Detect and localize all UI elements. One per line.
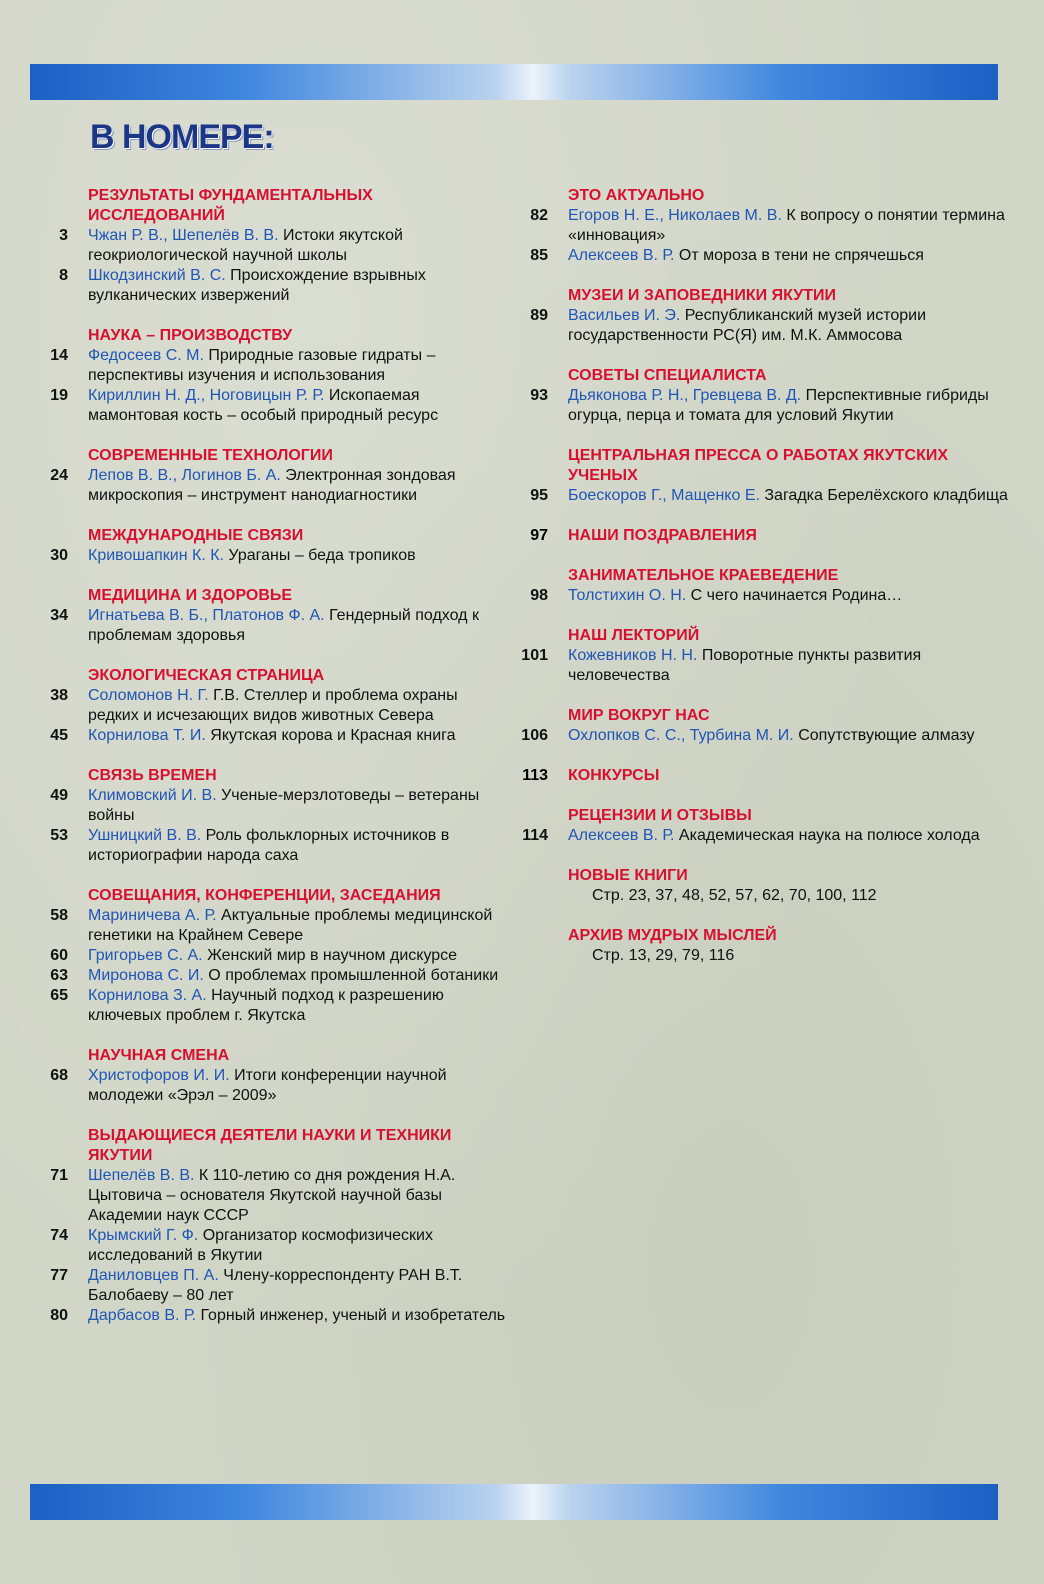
entry-author: Егоров Н. Е., Николаев М. В. <box>568 207 782 224</box>
page-number: 14 <box>50 347 68 364</box>
page-number: 77 <box>50 1267 68 1284</box>
entry-title: Академическая наука на полюсе холода <box>674 827 980 844</box>
toc-section <box>40 766 510 866</box>
entry-title: Гендерный подход к проблемам здоровья <box>88 607 479 644</box>
toc-entry[interactable] <box>40 266 510 306</box>
toc-entry[interactable] <box>40 1066 510 1106</box>
toc-section <box>520 806 1010 846</box>
page-number: 82 <box>530 207 548 224</box>
page-number: 53 <box>50 827 68 844</box>
section-heading: РЕЗУЛЬТАТЫ ФУНДАМЕНТАЛЬНЫХ ИССЛЕДОВАНИЙ <box>88 187 373 224</box>
entry-title: Актуальные проблемы медицинской генетики на Крайнем Севере <box>88 907 493 944</box>
toc-section <box>520 446 1010 506</box>
toc-entry[interactable] <box>40 686 510 726</box>
entry-text <box>88 906 510 946</box>
entry-author: Ушницкий В. В. <box>88 827 202 844</box>
toc-section <box>40 886 510 1026</box>
entry-text <box>88 466 510 506</box>
toc-section <box>520 626 1010 686</box>
toc-entry[interactable] <box>40 346 510 386</box>
entry-title: Ураганы – беда тропиков <box>223 547 416 564</box>
toc-entry[interactable] <box>520 646 1010 686</box>
entry-title: Загадка Берелёхского кладбища <box>759 487 1008 504</box>
entry-text <box>88 986 510 1026</box>
entry-text <box>88 1266 510 1306</box>
page-number: 38 <box>50 687 68 704</box>
entry-author: Чжан Р. В., Шепелёв В. В. <box>88 227 279 244</box>
page-number: 65 <box>50 987 68 1004</box>
entry-title: Члену-корреспонденту РАН В.Т. Балобаеву – 80 лет <box>88 1267 463 1304</box>
entry-author: Климовский И. В. <box>88 787 217 804</box>
page-number: 97 <box>530 527 548 544</box>
toc-section <box>520 286 1010 346</box>
toc-section <box>40 1126 510 1326</box>
entry-author: Лепов В. В., Логинов Б. А. <box>88 467 281 484</box>
entry-title: Г.В. Стеллер и проблема охраны редких и исчезающих видов животных Севера <box>88 687 458 724</box>
section-heading: НАШ ЛЕКТОРИЙ <box>568 627 700 644</box>
section-heading: АРХИВ МУДРЫХ МЫСЛЕЙ <box>568 927 777 944</box>
entry-title: Перспективные гибриды огурца, перца и томата для условий Якутии <box>568 387 989 424</box>
toc-entry[interactable] <box>40 1166 510 1226</box>
entry-author: Алексеев В. Р. <box>568 247 675 264</box>
page-number: 58 <box>50 907 68 924</box>
page-number: 101 <box>521 647 548 664</box>
entry-text <box>88 266 510 306</box>
toc-section <box>40 1046 510 1106</box>
page-number: 63 <box>50 967 68 984</box>
entry-title: Организатор космофизических исследований в Якутии <box>88 1227 433 1264</box>
toc-section <box>520 186 1010 266</box>
page-number: 93 <box>530 387 548 404</box>
toc-section <box>40 666 510 746</box>
entry-title: Итоги конференции научной молодежи «Эрэл – 2009» <box>88 1067 447 1104</box>
section-heading-row <box>520 526 1010 546</box>
entry-title: Истоки якутской геокриологической научной школы <box>88 227 403 264</box>
entry-text <box>88 686 510 726</box>
entry-text <box>88 346 510 386</box>
entry-title: Горный инженер, ученый и изобретатель <box>196 1307 506 1324</box>
toc-entry[interactable] <box>520 306 1010 346</box>
toc-section <box>40 446 510 506</box>
toc-entry[interactable] <box>40 906 510 946</box>
toc-section <box>40 186 510 306</box>
entry-author: Дьяконова Р. Н., Гревцева В. Д. <box>568 387 802 404</box>
page-references: Стр. 23, 37, 48, 52, 57, 62, 70, 100, 112 <box>592 887 877 904</box>
toc-section <box>520 526 1010 546</box>
entry-author: Алексеев В. Р. <box>568 827 675 844</box>
section-heading: СОВРЕМЕННЫЕ ТЕХНОЛОГИИ <box>88 447 333 464</box>
entry-title: Ископаемая мамонтовая кость – особый природный ресурс <box>88 387 439 424</box>
entry-text <box>88 1226 510 1266</box>
toc-entry[interactable] <box>520 726 1010 746</box>
entry-title: О проблемах промышленной ботаники <box>203 967 499 984</box>
entry-author: Кожевников Н. Н. <box>568 647 698 664</box>
page-number: 71 <box>50 1167 68 1184</box>
page-number: 8 <box>59 267 68 284</box>
entry-text <box>88 226 510 266</box>
toc-section <box>520 366 1010 426</box>
page-title: В НОМЕРЕ: <box>90 118 274 156</box>
toc-section <box>520 866 1010 906</box>
toc-entry[interactable] <box>520 246 1010 266</box>
toc-entry[interactable] <box>520 586 1010 606</box>
entry-author: Кривошапкин К. К. <box>88 547 224 564</box>
entry-text <box>568 386 1010 426</box>
page-number: 114 <box>522 827 548 844</box>
entry-text <box>568 206 1010 246</box>
toc-section <box>520 926 1010 966</box>
entry-title: Ученые-мерзлотоведы – ветераны войны <box>88 787 480 824</box>
toc-section <box>520 706 1010 746</box>
page-number: 45 <box>50 727 68 744</box>
page-number: 106 <box>521 727 548 744</box>
entry-text <box>568 826 1010 846</box>
section-heading[interactable]: НАШИ ПОЗДРАВЛЕНИЯ <box>568 527 757 544</box>
entry-text <box>568 646 1010 686</box>
page-number: 74 <box>50 1227 68 1244</box>
page-number: 19 <box>50 387 68 404</box>
entry-author: Шкодзинский В. С. <box>88 267 226 284</box>
entry-author: Охлопков С. С., Турбина М. И. <box>568 727 794 744</box>
entry-text <box>88 826 510 866</box>
entry-author: Кириллин Н. Д., Ноговицын Р. Р. <box>88 387 325 404</box>
entry-author: Шепелёв В. В. <box>88 1167 195 1184</box>
entry-title: Происхождение взрывных вулканических извержений <box>88 267 426 304</box>
entry-author: Миронова С. И. <box>88 967 204 984</box>
section-heading: СВЯЗЬ ВРЕМЕН <box>88 767 217 784</box>
entry-title: К 110-летию со дня рождения Н.А. Цытовича – основателя Якутской научной базы Академии наук СССР <box>88 1167 456 1224</box>
entry-title: К вопросу о понятии термина «инновация» <box>568 207 1005 244</box>
page-number: 60 <box>50 947 68 964</box>
section-heading: МЕЖДУНАРОДНЫЕ СВЯЗИ <box>88 527 304 544</box>
toc-entry[interactable] <box>40 546 510 566</box>
toc-entry[interactable] <box>520 826 1010 846</box>
entry-title: Электронная зондовая микроскопия – инструмент нанодиагностики <box>88 467 456 504</box>
toc-section <box>520 766 1010 786</box>
section-heading: РЕЦЕНЗИИ И ОТЗЫВЫ <box>568 807 752 824</box>
entry-text <box>88 786 510 826</box>
section-heading: ЭТО АКТУАЛЬНО <box>568 187 705 204</box>
section-heading: СОВЕТЫ СПЕЦИАЛИСТА <box>568 367 767 384</box>
entry-title: Сопутствующие алмазу <box>793 727 975 744</box>
entry-text <box>88 1166 510 1226</box>
section-heading: ЭКОЛОГИЧЕСКАЯ СТРАНИЦА <box>88 667 325 684</box>
entry-text <box>88 386 510 426</box>
entry-text <box>88 966 510 986</box>
page-number: 34 <box>50 607 68 624</box>
toc-entry[interactable] <box>40 966 510 986</box>
entry-title: Роль фольклорных источников в историографии народа саха <box>88 827 450 864</box>
entry-text <box>568 586 1010 606</box>
entry-author: Дарбасов В. Р. <box>88 1307 197 1324</box>
page-number: 3 <box>59 227 68 244</box>
page-references: Стр. 13, 29, 79, 116 <box>592 947 735 964</box>
entry-author: Соломонов Н. Г. <box>88 687 209 704</box>
toc-entry[interactable] <box>40 466 510 506</box>
toc-entry[interactable] <box>40 726 510 746</box>
left-column <box>40 186 510 1346</box>
entry-author: Мариничева А. Р. <box>88 907 217 924</box>
top-blue-band <box>30 64 998 100</box>
entry-author: Корнилова З. А. <box>88 987 207 1004</box>
toc-entry[interactable] <box>40 1306 510 1326</box>
entry-text <box>568 246 1010 266</box>
entry-title: От мороза в тени не спрячешься <box>674 247 924 264</box>
entry-author: Васильев И. Э. <box>568 307 681 324</box>
entry-author: Даниловцев П. А. <box>88 1267 219 1284</box>
entry-title: С чего начинается Родина… <box>686 587 903 604</box>
entry-author: Христофоров И. И. <box>88 1067 230 1084</box>
page-number: 80 <box>50 1307 68 1324</box>
section-heading: ВЫДАЮЩИЕСЯ ДЕЯТЕЛИ НАУКИ И ТЕХНИКИ ЯКУТИИ <box>88 1127 452 1164</box>
toc-entry[interactable] <box>40 826 510 866</box>
toc-section <box>40 526 510 566</box>
entry-text <box>568 486 1010 506</box>
page-number: 24 <box>50 467 68 484</box>
toc-entry[interactable] <box>520 486 1010 506</box>
toc-entry[interactable] <box>520 386 1010 426</box>
entry-title: Научный подход к разрешению ключевых проблем г. Якутска <box>88 987 444 1024</box>
entry-text <box>88 946 510 966</box>
entry-text <box>88 546 510 566</box>
page-number: 30 <box>50 547 68 564</box>
toc-entry[interactable] <box>40 986 510 1026</box>
entry-title: Женский мир в научном дискурсе <box>202 947 458 964</box>
section-heading: СОВЕЩАНИЯ, КОНФЕРЕНЦИИ, ЗАСЕДАНИЯ <box>88 887 441 904</box>
entry-author: Корнилова Т. И. <box>88 727 206 744</box>
section-heading: ЦЕНТРАЛЬНАЯ ПРЕССА О РАБОТАХ ЯКУТСКИХ УЧЕНЫХ <box>568 447 949 484</box>
entry-author: Федосеев С. М. <box>88 347 204 364</box>
entry-author: Боескоров Г., Мащенко Е. <box>568 487 760 504</box>
page-number: 49 <box>50 787 68 804</box>
entry-author: Игнатьева В. Б., Платонов Ф. А. <box>88 607 325 624</box>
section-heading: НОВЫЕ КНИГИ <box>568 867 688 884</box>
toc-entry[interactable] <box>40 386 510 426</box>
entry-text <box>88 1066 510 1106</box>
entry-text <box>88 1306 510 1326</box>
page-number: 98 <box>530 587 548 604</box>
section-heading: ЗАНИМАТЕЛЬНОЕ КРАЕВЕДЕНИЕ <box>568 567 839 584</box>
section-heading-row <box>520 766 1010 786</box>
entry-text <box>568 306 1010 346</box>
entry-author: Толстихин О. Н. <box>568 587 687 604</box>
entry-title: Якутская корова и Красная книга <box>205 727 456 744</box>
entry-author: Крымский Г. Ф. <box>88 1227 199 1244</box>
toc-entry[interactable] <box>40 786 510 826</box>
entry-title: Природные газовые гидраты – перспективы изучения и использования <box>88 347 436 384</box>
page-number: 113 <box>522 767 548 784</box>
entry-text <box>88 726 510 746</box>
right-column <box>520 186 1010 986</box>
toc-section <box>40 586 510 646</box>
toc-entry[interactable] <box>40 1226 510 1266</box>
entry-text <box>88 606 510 646</box>
page-number: 89 <box>530 307 548 324</box>
toc-entry[interactable] <box>40 946 510 966</box>
bottom-blue-band <box>30 1484 998 1520</box>
entry-title: Поворотные пункты развития человечества <box>568 647 922 684</box>
section-heading: МЕДИЦИНА И ЗДОРОВЬЕ <box>88 587 293 604</box>
toc-entry[interactable] <box>40 226 510 266</box>
section-heading: НАУЧНАЯ СМЕНА <box>88 1047 230 1064</box>
section-heading: МИР ВОКРУГ НАС <box>568 707 710 724</box>
toc-section <box>520 566 1010 606</box>
page-number: 95 <box>530 487 548 504</box>
page-number: 68 <box>50 1067 68 1084</box>
section-heading: НАУКА – ПРОИЗВОДСТВУ <box>88 327 293 344</box>
toc-entry[interactable] <box>40 1266 510 1306</box>
page-number: 85 <box>530 247 548 264</box>
toc-entry[interactable] <box>40 606 510 646</box>
entry-text <box>568 726 1010 746</box>
section-heading: МУЗЕИ И ЗАПОВЕДНИКИ ЯКУТИИ <box>568 287 836 304</box>
entry-title: Республиканский музей истории государственности РС(Я) им. М.К. Аммосова <box>568 307 927 344</box>
entry-author: Григорьев С. А. <box>88 947 203 964</box>
section-heading[interactable]: КОНКУРСЫ <box>568 767 660 784</box>
toc-entry[interactable] <box>520 206 1010 246</box>
toc-section <box>40 326 510 426</box>
